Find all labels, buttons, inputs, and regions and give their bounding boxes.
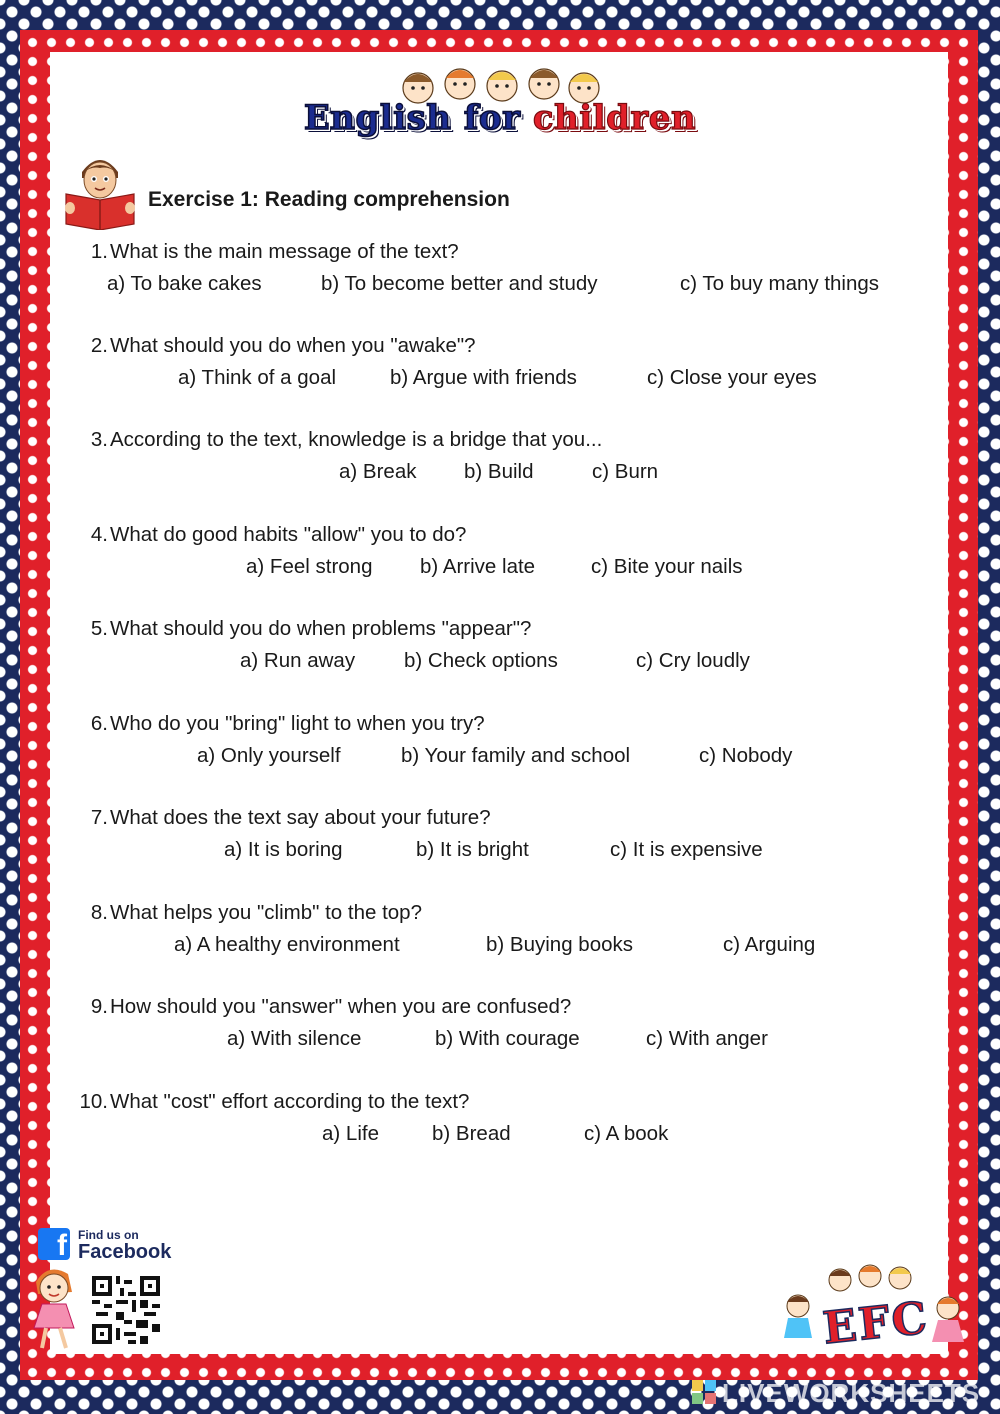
option-b: b) Arrive late [420,555,536,578]
question-number: 9. [90,995,108,1018]
question-text: According to the text, knowledge is a bridge that you... [110,428,603,451]
qr-code[interactable] [92,1276,160,1344]
question-number: 7. [90,806,108,829]
question-number: 6. [90,712,108,735]
liveworksheets-watermark: LIVEWORKSHEETS [722,1378,981,1408]
facebook-find-label: Find us on [78,1228,139,1242]
option-b: b) To become better and study [321,272,598,295]
question-number: 4. [90,523,108,546]
option-b: b) It is bright [416,838,529,861]
option-b: b) Build [464,460,534,483]
option-b: b) Check options [404,649,558,672]
option-c: c) Burn [592,460,659,483]
option-c: c) It is expensive [610,838,763,861]
option-a: a) Think of a goal [178,366,337,389]
option-a: a) Only yourself [197,744,341,767]
option-b: b) Bread [432,1122,511,1145]
option-c: c) A book [584,1122,669,1145]
option-a: a) To bake cakes [107,272,262,295]
efc-logo: EFC [820,1292,932,1355]
option-a: a) Life [322,1122,379,1145]
option-a: a) It is boring [224,838,343,861]
title-english: English for [303,98,521,138]
question-number: 10. [79,1090,108,1113]
option-c: c) Nobody [699,744,793,767]
worksheet-title [0,98,1000,138]
question-text: What is the main message of the text? [110,240,459,263]
question-text: Who do you "bring" light to when you try? [110,712,485,735]
liveworksheets-logo-icon [692,1380,716,1404]
title-children: children [532,98,697,138]
question-number: 5. [90,617,108,640]
facebook-link[interactable]: Facebook [78,1241,172,1263]
option-a: a) Run away [240,649,356,672]
question-text: What should you do when problems "appear"? [110,617,532,640]
option-c: c) Cry loudly [636,649,750,672]
option-c: c) With anger [646,1027,768,1050]
question-number: 2. [90,334,108,357]
option-a: a) A healthy environment [174,933,400,956]
option-b: b) With courage [435,1027,580,1050]
boy-reading-book-icon [60,150,140,230]
question-text: How should you "answer" when you are confused? [110,995,572,1018]
question-text: What helps you "climb" to the top? [110,901,422,924]
option-c: c) Close your eyes [647,366,817,389]
option-a: a) With silence [227,1027,362,1050]
question-number: 1. [90,240,108,263]
dancing-girl-illustration [28,1262,90,1352]
option-a: a) Break [339,460,417,483]
option-c: c) Bite your nails [591,555,743,578]
exercise-title: Exercise 1: Reading comprehension [148,188,510,211]
facebook-icon[interactable]: f [38,1228,70,1260]
option-b: b) Buying books [486,933,634,956]
question-text: What do good habits "allow" you to do? [110,523,467,546]
option-b: b) Your family and school [401,744,631,767]
question-text: What "cost" effort according to the text? [110,1090,470,1113]
option-a: a) Feel strong [246,555,373,578]
option-c: c) Arguing [723,933,816,956]
question-text: What does the text say about your future? [110,806,491,829]
question-number: 3. [90,428,108,451]
question-number: 8. [90,901,108,924]
option-b: b) Argue with friends [390,366,577,389]
option-c: c) To buy many things [680,272,880,295]
question-text: What should you do when you "awake"? [110,334,476,357]
